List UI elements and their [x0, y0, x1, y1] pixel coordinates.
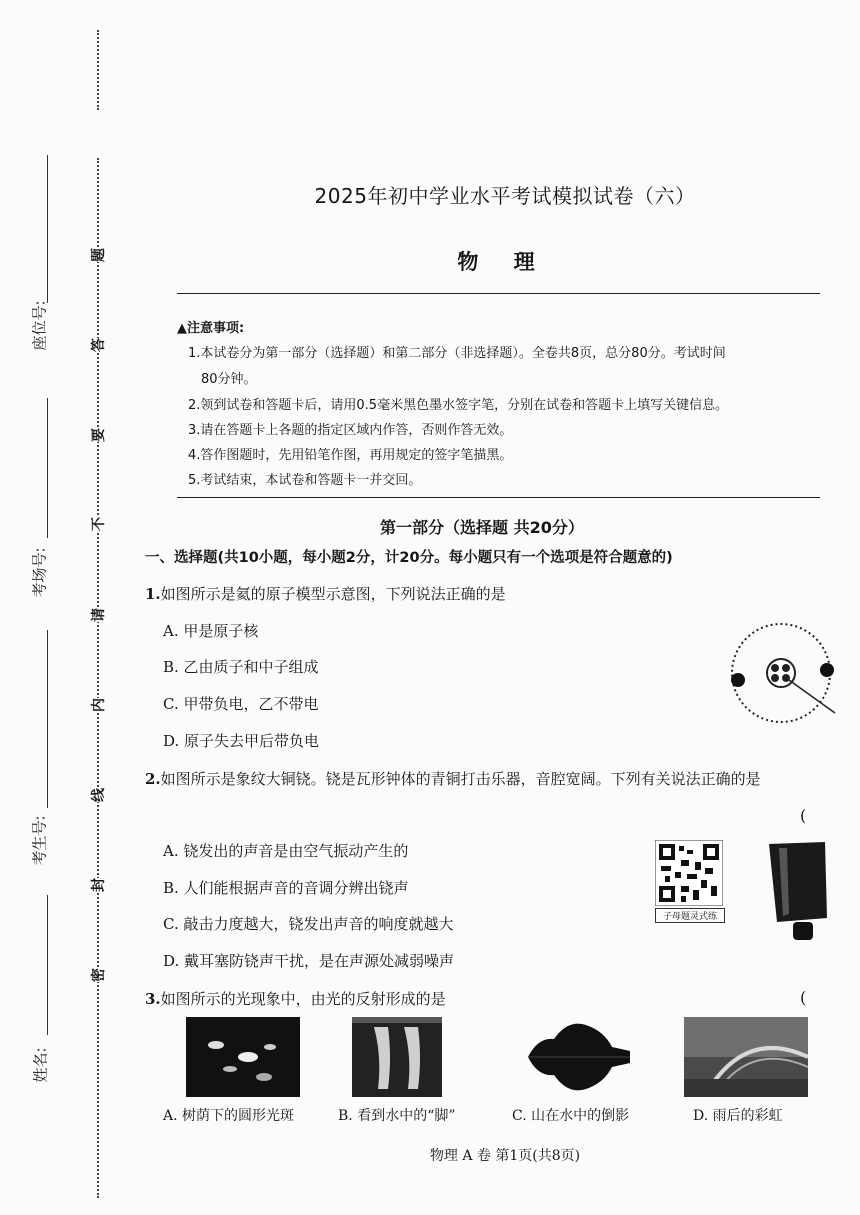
- name-label: 姓名:: [31, 1047, 50, 1083]
- exam-room-label: 考场号:: [30, 547, 49, 598]
- seat-number-label: 座位号:: [30, 300, 49, 351]
- notice-item: 2.领到试卷和答题卡后，请用0.5毫米黑色墨水签字笔，分别在试卷和答题卡上填写关键信息。: [188, 398, 729, 413]
- q3-option-b[interactable]: B. 看到水中的“脚”: [338, 1108, 456, 1124]
- seal-char: 题: [86, 248, 110, 262]
- seal-char: 不: [86, 517, 110, 531]
- warning-icon: ▲: [177, 321, 187, 336]
- q3-option-a[interactable]: A. 树荫下的圆形光斑: [163, 1108, 295, 1124]
- notice-item: 1.本试卷分为第一部分（选择题）和第二部分（非选择题）。全卷共8页，总分80分。考试时间: [188, 346, 726, 361]
- tree-shade-light-spots-photo: [186, 1017, 300, 1097]
- seal-char: 密: [86, 968, 110, 982]
- notice-heading: ▲注意事项:: [177, 321, 245, 336]
- question-stem: 如图所示是象纹大铜铙。铙是瓦形钟体的青铜打击乐器，音腔宽阔。下列有关说法正确的是: [160, 770, 761, 788]
- answer-paren: (: [800, 806, 807, 825]
- question-stem: 如图所示是氦的原子模型示意图，下列说法正确的是: [160, 585, 506, 603]
- qr-code-icon[interactable]: [655, 840, 723, 906]
- seal-char: 线: [86, 788, 110, 802]
- divider-bottom: [177, 497, 820, 498]
- rainbow-photo: [684, 1017, 808, 1097]
- q1-option-b[interactable]: B. 乙由质子和中子组成: [163, 658, 319, 676]
- q2-option-d[interactable]: D. 戴耳塞防铙声干扰，是在声源处减弱噪声: [163, 952, 455, 970]
- part1-instruction: 一、选择题(共10小题，每小题2分，计20分。每小题只有一个选项是符合题意的): [145, 550, 673, 566]
- q3-option-c[interactable]: C. 山在水中的倒影: [512, 1108, 630, 1124]
- helium-atom-diagram: [725, 618, 860, 728]
- candidate-number-field[interactable]: [47, 630, 48, 808]
- exam-room-field[interactable]: [47, 398, 48, 538]
- notice-item: 3.请在答题卡上各题的指定区域内作答，否则作答无效。: [188, 423, 513, 438]
- mountain-reflection-photo: [528, 1017, 630, 1097]
- question-number: 1.: [145, 585, 161, 603]
- q2-option-a[interactable]: A. 铙发出的声音是由空气振动产生的: [163, 842, 409, 860]
- notice-item: 4.答作图题时，先用铅笔作图，再用规定的签字笔描黑。: [188, 448, 513, 463]
- divider-top: [177, 293, 820, 294]
- part1-heading: 第一部分（选择题 共20分）: [380, 518, 584, 537]
- question-2: [145, 768, 761, 789]
- subject-title: 物 理: [457, 250, 549, 274]
- seal-char: 内: [86, 698, 110, 712]
- seal-char: 要: [86, 428, 110, 442]
- seal-char: 请: [86, 608, 110, 622]
- page-footer: 物理 A 卷 第1页(共8页): [429, 1148, 581, 1164]
- name-field[interactable]: [47, 895, 48, 1035]
- q1-option-c[interactable]: C. 甲带负电，乙不带电: [163, 695, 319, 713]
- question-3: [145, 988, 446, 1009]
- seat-number-field[interactable]: [47, 155, 48, 303]
- binding-dotted-line: [97, 158, 99, 1198]
- q3-option-d[interactable]: D. 雨后的彩虹: [693, 1108, 783, 1124]
- candidate-number-label: 考生号:: [30, 815, 49, 866]
- q1-option-a[interactable]: A. 甲是原子核: [163, 622, 259, 640]
- question-number: 3.: [145, 990, 161, 1008]
- q2-option-c[interactable]: C. 敲击力度越大，铙发出声音的响度就越大: [163, 915, 454, 933]
- question-stem: 如图所示的光现象中，由光的反射形成的是: [160, 990, 446, 1008]
- q2-option-b[interactable]: B. 人们能根据声音的音调分辨出铙声: [163, 879, 409, 897]
- seal-char: 封: [86, 878, 110, 892]
- answer-paren: (: [800, 988, 807, 1007]
- binding-dotted-line-top: [97, 30, 99, 110]
- notice-item: 80分钟。: [201, 372, 257, 387]
- bronze-nao-photo: [765, 840, 830, 942]
- question-1: [145, 583, 506, 604]
- feet-in-water-photo: [352, 1017, 442, 1097]
- qr-caption: 子母题灵式练: [655, 908, 725, 923]
- q1-option-d[interactable]: D. 原子失去甲后带负电: [163, 732, 320, 750]
- exam-title: 2025年初中学业水平考试模拟试卷（六）: [314, 184, 696, 208]
- notice-item: 5.考试结束，本试卷和答题卡一并交回。: [188, 473, 422, 488]
- seal-char: 答: [86, 338, 110, 352]
- question-number: 2.: [145, 770, 161, 788]
